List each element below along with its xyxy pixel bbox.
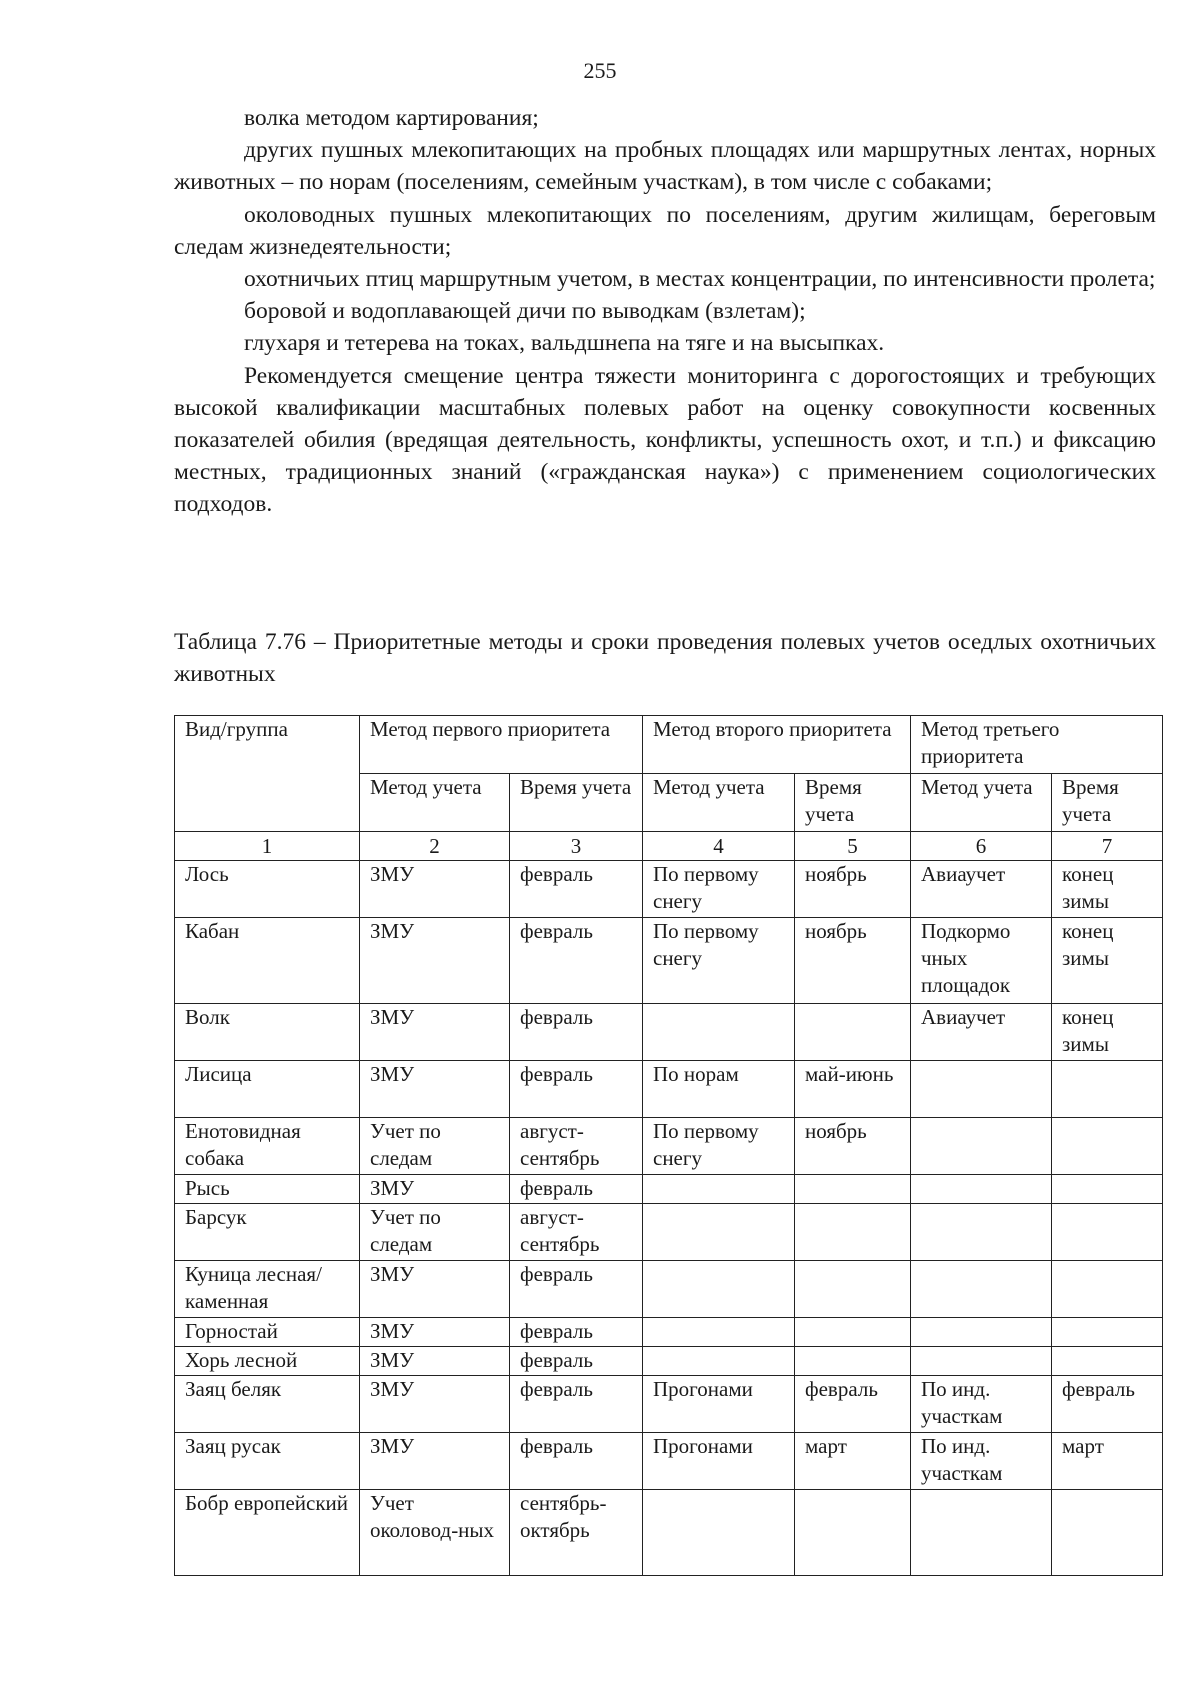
cell-method-3 <box>911 1347 1052 1376</box>
table-row <box>175 1433 1163 1490</box>
cell-time-3 <box>1052 1061 1163 1118</box>
cell-method-2: По норам <box>643 1061 795 1118</box>
cell-species: Волк <box>175 1004 360 1061</box>
methods-table <box>174 715 1163 1576</box>
subheader-method: Метод учета <box>911 774 1052 832</box>
table-row <box>175 1318 1163 1347</box>
cell-method-3: По инд. участкам <box>911 1376 1052 1433</box>
cell-method-1: ЗМУ <box>360 861 510 918</box>
cell-time-2 <box>795 1490 911 1576</box>
cell-method-1: ЗМУ <box>360 1175 510 1204</box>
cell-method-3 <box>911 1490 1052 1576</box>
header-third-priority: Метод третьего приоритета <box>911 716 1163 774</box>
cell-time-3: конец зимы <box>1052 918 1163 1004</box>
table-row <box>175 1204 1163 1261</box>
column-number: 3 <box>510 832 643 861</box>
cell-method-2 <box>643 1261 795 1318</box>
column-number: 4 <box>643 832 795 861</box>
subheader-time: Время учета <box>510 774 643 832</box>
cell-species: Куница лесная/ каменная <box>175 1261 360 1318</box>
cell-method-1: ЗМУ <box>360 1433 510 1490</box>
cell-time-1: февраль <box>510 1061 643 1118</box>
cell-time-1: февраль <box>510 1318 643 1347</box>
cell-time-3: конец зимы <box>1052 861 1163 918</box>
cell-method-2: По первому снегу <box>643 1118 795 1175</box>
cell-time-2: май-июнь <box>795 1061 911 1118</box>
cell-time-3 <box>1052 1318 1163 1347</box>
header-second-priority: Метод второго приоритета <box>643 716 911 774</box>
cell-time-2 <box>795 1318 911 1347</box>
cell-time-3: февраль <box>1052 1376 1163 1433</box>
column-number-row <box>175 832 1163 861</box>
cell-method-3: Подкормо чных площадок <box>911 918 1052 1004</box>
cell-time-1: февраль <box>510 1376 643 1433</box>
cell-time-3: конец зимы <box>1052 1004 1163 1061</box>
column-number: 1 <box>175 832 360 861</box>
cell-species: Горностай <box>175 1318 360 1347</box>
cell-time-3 <box>1052 1204 1163 1261</box>
cell-time-1: сентябрь-октябрь <box>510 1490 643 1576</box>
cell-method-1: ЗМУ <box>360 1004 510 1061</box>
cell-species: Заяц беляк <box>175 1376 360 1433</box>
cell-time-2 <box>795 1204 911 1261</box>
cell-method-1: Учет по следам <box>360 1118 510 1175</box>
cell-time-3 <box>1052 1118 1163 1175</box>
cell-method-2: По первому снегу <box>643 861 795 918</box>
cell-time-3 <box>1052 1261 1163 1318</box>
table-row <box>175 1061 1163 1118</box>
cell-time-1: февраль <box>510 1261 643 1318</box>
cell-method-2 <box>643 1004 795 1061</box>
table-row <box>175 1490 1163 1576</box>
cell-method-3 <box>911 1061 1052 1118</box>
cell-time-2: ноябрь <box>795 861 911 918</box>
cell-time-1: февраль <box>510 1175 643 1204</box>
cell-method-3: По инд. участкам <box>911 1433 1052 1490</box>
cell-method-3 <box>911 1204 1052 1261</box>
cell-species: Лось <box>175 861 360 918</box>
paragraph: боровой и водоплавающей дичи по выводкам (взлетам); <box>244 298 806 325</box>
header-species: Вид/группа <box>175 716 360 832</box>
cell-method-2: По первому снегу <box>643 918 795 1004</box>
cell-time-1: август-сентябрь <box>510 1118 643 1175</box>
cell-time-2 <box>795 1347 911 1376</box>
paragraph: волка методом картирования; <box>244 105 539 131</box>
paragraph: глухаря и тетерева на токах, вальдшнепа на тяге и на высыпках. <box>244 330 885 357</box>
cell-method-2 <box>643 1175 795 1204</box>
cell-time-2: февраль <box>795 1376 911 1433</box>
cell-species: Хорь лесной <box>175 1347 360 1376</box>
cell-method-1: Учет околовод-ных <box>360 1490 510 1576</box>
cell-method-3 <box>911 1175 1052 1204</box>
cell-time-3 <box>1052 1490 1163 1576</box>
table-row <box>175 1004 1163 1061</box>
cell-method-1: ЗМУ <box>360 1061 510 1118</box>
subheader-method: Метод учета <box>643 774 795 832</box>
table-row <box>175 1376 1163 1433</box>
subheader-method: Метод учета <box>360 774 510 832</box>
cell-time-2 <box>795 1004 911 1061</box>
cell-species: Лисица <box>175 1061 360 1118</box>
cell-time-1: февраль <box>510 1004 643 1061</box>
cell-method-1: ЗМУ <box>360 1347 510 1376</box>
cell-time-2: ноябрь <box>795 1118 911 1175</box>
cell-method-2: Прогонами <box>643 1433 795 1490</box>
table-row <box>175 861 1163 918</box>
cell-method-1: ЗМУ <box>360 918 510 1004</box>
cell-method-2 <box>643 1204 795 1261</box>
cell-time-3 <box>1052 1347 1163 1376</box>
cell-time-1: февраль <box>510 1433 643 1490</box>
cell-method-2 <box>643 1347 795 1376</box>
table-caption: Таблица 7.76 – Приоритетные методы и сроки проведения полевых учетов оседлых охотничьих животных <box>174 629 1156 687</box>
cell-species: Енотовидная собака <box>175 1118 360 1175</box>
table-row <box>175 1118 1163 1175</box>
header-row <box>175 716 1163 774</box>
paragraph: околоводных пушных млекопитающих по поселениям, другим жилищам, береговым следам жизнедеятельности; <box>174 201 1156 260</box>
cell-method-2 <box>643 1318 795 1347</box>
column-number: 6 <box>911 832 1052 861</box>
cell-time-1: февраль <box>510 918 643 1004</box>
table-row <box>175 1175 1163 1204</box>
cell-time-2 <box>795 1261 911 1318</box>
cell-species: Бобр европейский <box>175 1490 360 1576</box>
cell-time-1: февраль <box>510 1347 643 1376</box>
paragraph: Рекомендуется смещение центра тяжести мониторинга с дорогостоящих и требующих высокой квалификации масштабных полевых работ на оценку совокупности косвенных показателей обилия (вредящая деятельность, конфликты, успешность охот, и т.п.) и фиксацию местных, традиционных знаний («гражданская наука») с применением социологических подходов. <box>174 362 1156 518</box>
paragraph: других пушных млекопитающих на пробных площадях или маршрутных лентах, норных животных – по норам (поселениям, семейным участкам), в том числе с собаками; <box>174 137 1156 196</box>
subheader-time: Время учета <box>795 774 911 832</box>
cell-time-2: ноябрь <box>795 918 911 1004</box>
column-number: 2 <box>360 832 510 861</box>
cell-method-3: Авиаучет <box>911 1004 1052 1061</box>
cell-method-3 <box>911 1261 1052 1318</box>
header-first-priority: Метод первого приоритета <box>360 716 643 774</box>
cell-time-1: февраль <box>510 861 643 918</box>
page-number: 255 <box>583 58 617 83</box>
cell-method-1: Учет по следам <box>360 1204 510 1261</box>
cell-method-2 <box>643 1490 795 1576</box>
table-row <box>175 918 1163 1004</box>
cell-method-1: ЗМУ <box>360 1318 510 1347</box>
cell-species: Барсук <box>175 1204 360 1261</box>
cell-species: Заяц русак <box>175 1433 360 1490</box>
column-number: 7 <box>1052 832 1163 861</box>
cell-time-3: март <box>1052 1433 1163 1490</box>
table-row <box>175 1261 1163 1318</box>
cell-time-2: март <box>795 1433 911 1490</box>
cell-species: Рысь <box>175 1175 360 1204</box>
cell-time-2 <box>795 1175 911 1204</box>
cell-method-3 <box>911 1118 1052 1175</box>
cell-method-3: Авиаучет <box>911 861 1052 918</box>
cell-method-1: ЗМУ <box>360 1261 510 1318</box>
column-number: 5 <box>795 832 911 861</box>
cell-method-1: ЗМУ <box>360 1376 510 1433</box>
cell-time-1: август-сентябрь <box>510 1204 643 1261</box>
cell-time-3 <box>1052 1175 1163 1204</box>
paragraph: охотничьих птиц маршрутным учетом, в местах концентрации, по интенсивности пролета; <box>244 266 1156 293</box>
cell-method-2: Прогонами <box>643 1376 795 1433</box>
body-text <box>174 102 1156 521</box>
cell-method-3 <box>911 1318 1052 1347</box>
table-row <box>175 1347 1163 1376</box>
cell-species: Кабан <box>175 918 360 1004</box>
subheader-time: Время учета <box>1052 774 1163 832</box>
